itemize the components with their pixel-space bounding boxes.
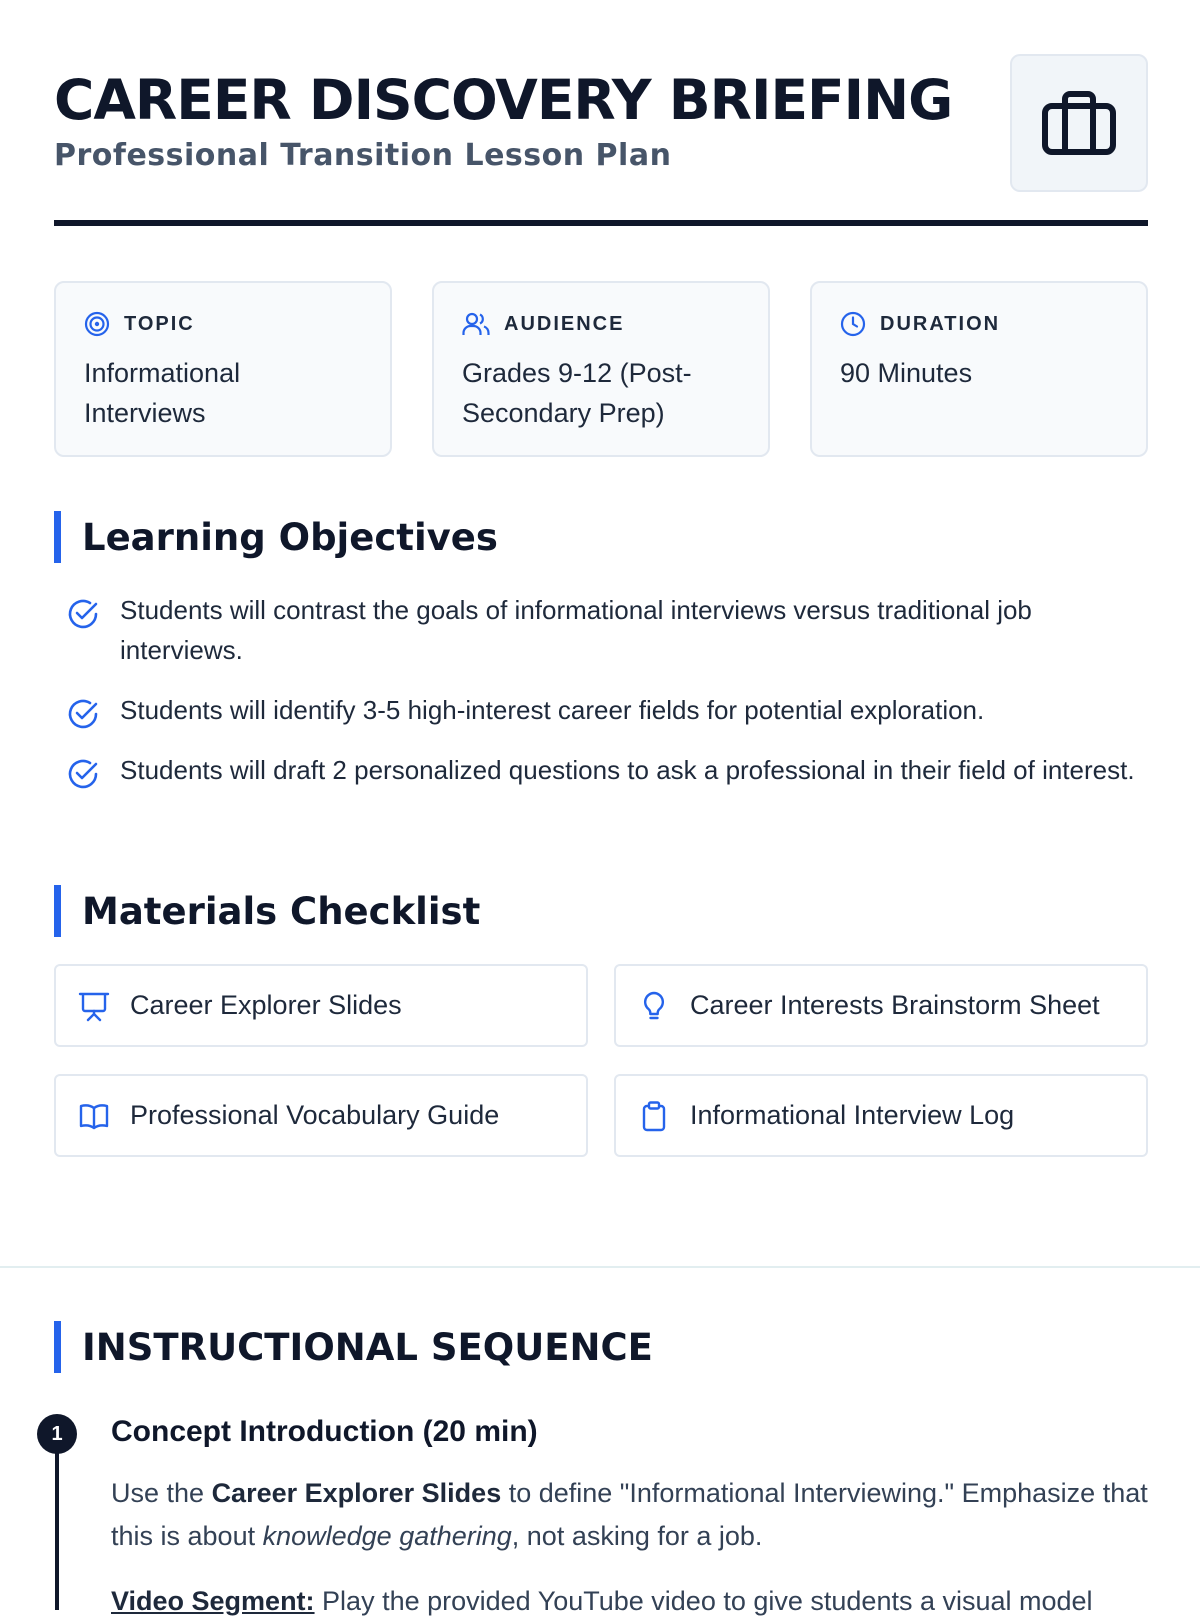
material-item[interactable] xyxy=(54,964,588,1047)
materials-grid xyxy=(54,964,1148,1158)
video-segment-label: Video Segment: xyxy=(111,1586,315,1616)
objective-item xyxy=(66,590,1148,670)
material-label: Professional Vocabulary Guide xyxy=(130,1100,500,1130)
briefcase-icon xyxy=(1041,90,1117,156)
check-circle-icon xyxy=(66,597,100,631)
check-circle-icon xyxy=(66,757,100,791)
clock-icon xyxy=(840,311,866,337)
material-item[interactable] xyxy=(54,1074,588,1157)
objective-text: Students will identify 3-5 high-interest career fields for potential exploration. xyxy=(120,695,985,725)
duration-value: 90 Minutes xyxy=(840,358,973,388)
topic-label: TOPIC xyxy=(124,312,195,335)
clipboard-icon xyxy=(638,1100,670,1132)
audience-label: AUDIENCE xyxy=(504,312,625,335)
logo-box xyxy=(1010,54,1148,192)
book-open-icon xyxy=(78,1100,110,1132)
material-label: Career Explorer Slides xyxy=(130,990,402,1020)
step-text: Use the xyxy=(111,1478,212,1508)
objective-text: Students will contrast the goals of informational interviews versus traditional job interviews. xyxy=(120,595,1032,665)
audience-card xyxy=(432,281,770,457)
presentation-icon xyxy=(78,990,110,1022)
objectives-list xyxy=(66,590,1148,810)
video-segment-text: Play the provided YouTube video to give students a visual model xyxy=(314,1586,1093,1616)
step-video-note xyxy=(111,1580,1151,1623)
step-material-link: Career Explorer Slides xyxy=(211,1478,502,1508)
lightbulb-icon xyxy=(638,990,670,1022)
objectives-heading-text: Learning Objectives xyxy=(82,515,498,559)
check-circle-icon xyxy=(66,697,100,731)
section-divider xyxy=(0,1266,1200,1268)
objective-item xyxy=(66,750,1148,790)
step-text: to define "Informational Interviewing." Emphasize that this is about xyxy=(111,1478,1148,1551)
audience-value: Grades 9-12 (Post-Secondary Prep) xyxy=(462,358,692,428)
step-title: Concept Introduction (20 min) xyxy=(111,1415,538,1448)
objective-item xyxy=(66,690,1148,730)
materials-heading-text: Materials Checklist xyxy=(82,889,481,933)
materials-heading xyxy=(54,885,480,937)
step-text: , not asking for a job. xyxy=(511,1521,763,1551)
duration-card xyxy=(810,281,1148,457)
material-label: Career Interests Brainstorm Sheet xyxy=(690,990,1100,1020)
header-divider xyxy=(54,220,1148,226)
timeline-line xyxy=(55,1440,59,1610)
target-icon xyxy=(84,311,110,337)
step-description xyxy=(111,1472,1151,1558)
users-icon xyxy=(462,311,490,337)
duration-label: DURATION xyxy=(880,312,1001,335)
material-item[interactable] xyxy=(614,964,1148,1047)
page-subtitle: Professional Transition Lesson Plan xyxy=(54,138,672,173)
page-header xyxy=(54,52,1148,228)
material-label: Informational Interview Log xyxy=(690,1100,1015,1130)
sequence-heading-text: INSTRUCTIONAL SEQUENCE xyxy=(82,1325,653,1369)
page-title: CAREER DISCOVERY BRIEFING xyxy=(54,68,953,132)
topic-card xyxy=(54,281,392,457)
step-number-badge: 1 xyxy=(37,1414,77,1454)
sequence-heading xyxy=(54,1321,653,1373)
objectives-heading xyxy=(54,511,498,563)
step-emphasis: knowledge gathering xyxy=(262,1521,512,1551)
topic-value: Informational Interviews xyxy=(84,358,241,428)
material-item[interactable] xyxy=(614,1074,1148,1157)
objective-text: Students will draft 2 personalized questions to ask a professional in their field of interest. xyxy=(120,755,1135,785)
info-cards xyxy=(54,281,1148,457)
